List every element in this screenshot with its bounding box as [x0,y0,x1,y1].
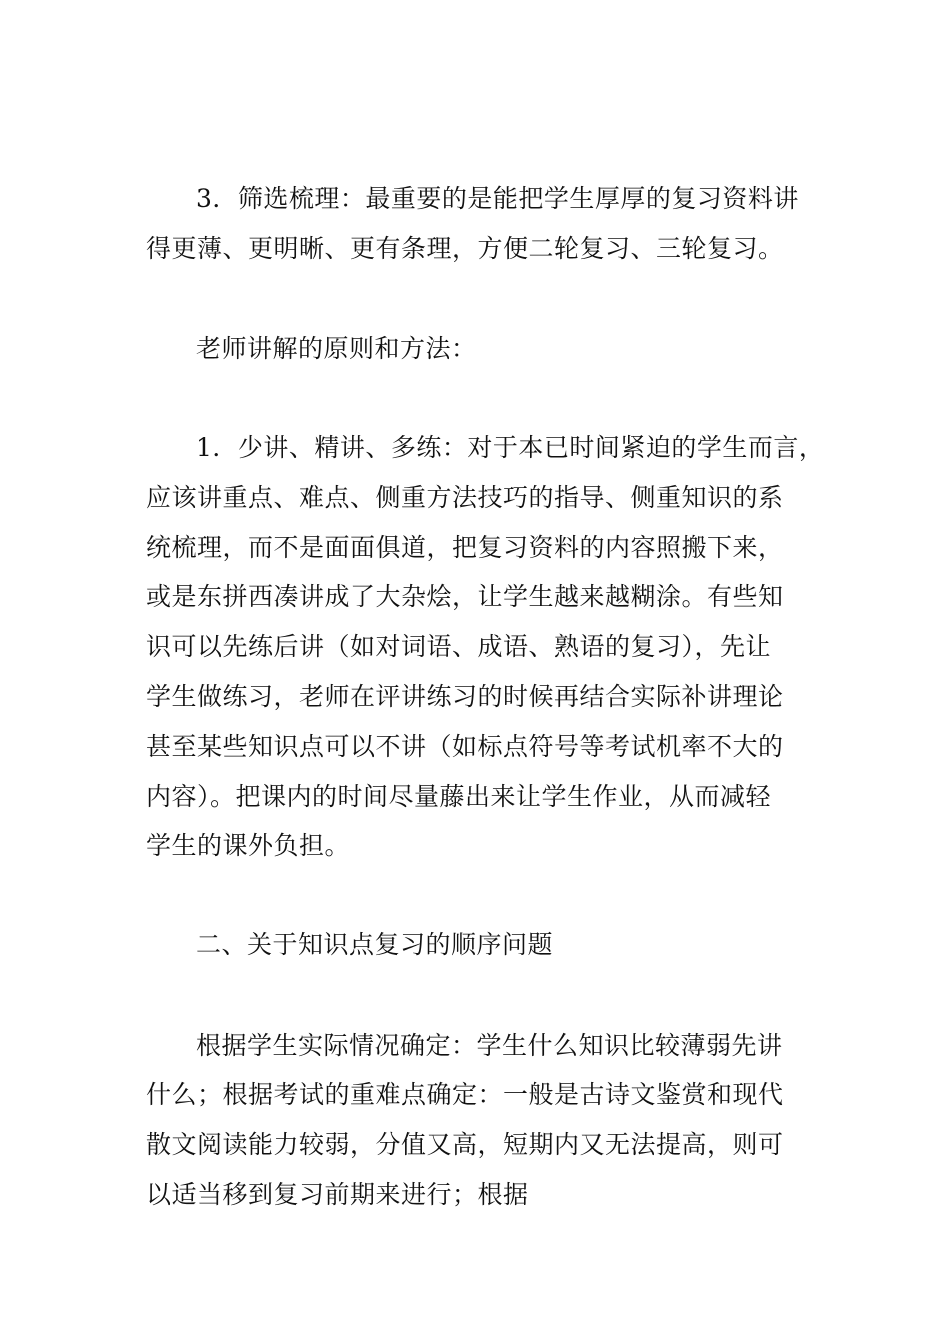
section-heading: 老师讲解的原则和方法： [196,334,477,363]
paragraph-line: 识可以先练后讲（如对词语、成语、熟语的复习），先让 [146,632,772,661]
paragraph-line: 统梳理，而不是面面俱道，把复习资料的内容照搬下来， [146,533,784,562]
section-heading: 二、关于知识点复习的顺序问题 [196,930,554,959]
paragraph-line: 应该讲重点、难点、侧重方法技巧的指导、侧重知识的系 [146,483,784,512]
paragraph-line: 以适当移到复习前期来进行；根据 [146,1180,529,1209]
paragraph-line: 或是东拼西凑讲成了大杂烩，让学生越来越糊涂。有些知 [146,582,784,611]
paragraph-line: 内容）。把课内的时间尽量藤出来让学生作业，从而减轻 [146,782,772,811]
paragraph-line: 甚至某些知识点可以不讲（如标点符号等考试机率不大的 [146,732,784,761]
paragraph-line: 得更薄、更明晰、更有条理，方便二轮复习、三轮复习。 [146,234,784,263]
paragraph-line: 1．少讲、精讲、多练：对于本已时间紧迫的学生而言， [196,433,825,462]
paragraph-line: 根据学生实际情况确定：学生什么知识比较薄弱先讲 [196,1031,783,1060]
paragraph-line: 3．筛选梳理：最重要的是能把学生厚厚的复习资料讲 [196,184,799,213]
paragraph-line: 学生做练习，老师在评讲练习的时候再结合实际补讲理论 [146,682,784,711]
paragraph-line: 散文阅读能力较弱，分值又高，短期内又无法提高，则可 [146,1130,784,1159]
paragraph-line: 什么；根据考试的重难点确定：一般是古诗文鉴赏和现代 [146,1080,784,1109]
paragraph-line: 学生的课外负担。 [146,831,351,860]
